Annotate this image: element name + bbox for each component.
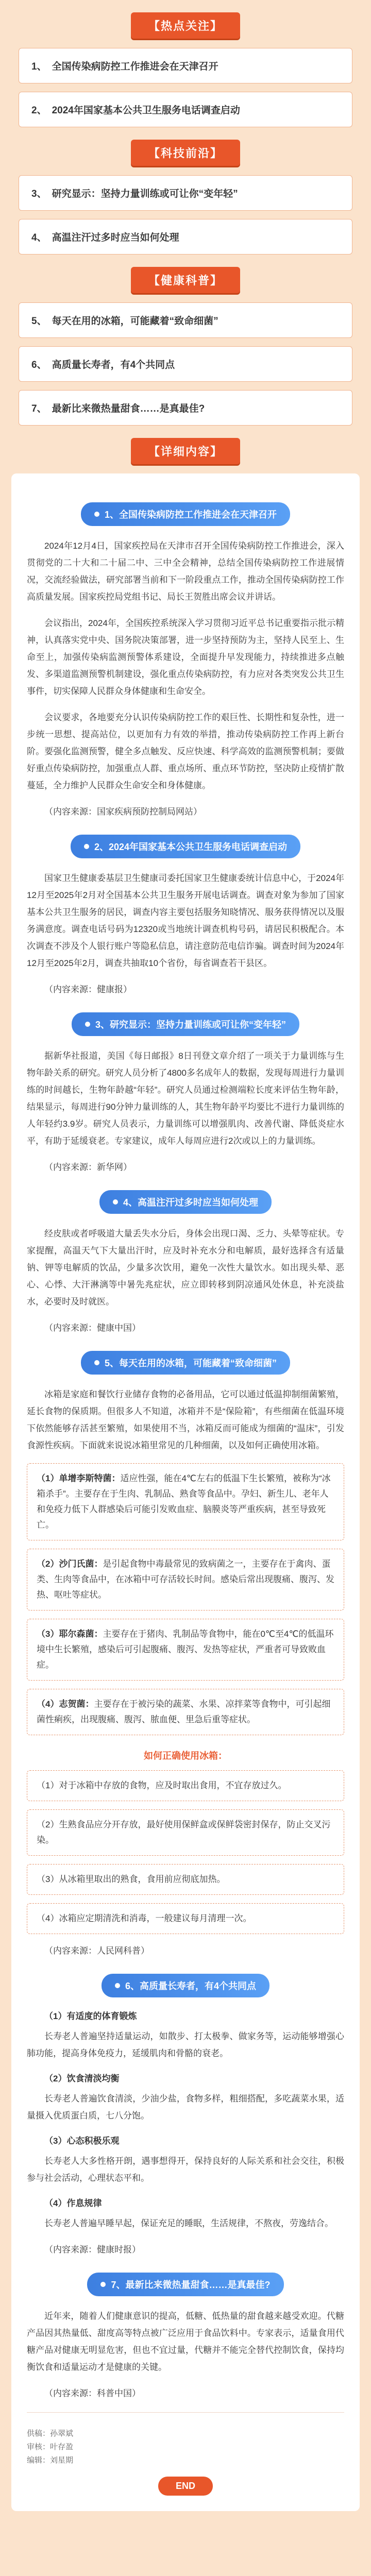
- health-science-list: [19, 302, 352, 426]
- paragraph: 长寿老人普遍早睡早起，保证充足的睡眠，生活规律，不熬夜，劳逸结合。: [44, 2218, 333, 2228]
- paragraph: 2024年12月4日，国家疾控局在天津市召开全国传染病防控工作推进会，深入贯彻党的二十大和二十届二中、三中全会精神，总结全国传染病防控工作进展情况，交流经验做法，研究部署当前和下一阶段重点工作，推动全国传染病防控工作高质量发展。国家疾控局党组书记、局长王贺胜出席会议并讲话。: [27, 541, 344, 602]
- item-number: 1、: [31, 61, 47, 72]
- section-title: 1、全国传染病防控工作推进会在天津召开: [104, 510, 277, 520]
- end-label: END: [175, 2481, 195, 2491]
- bacteria-item: [27, 1463, 344, 1540]
- section-banner: [27, 1974, 344, 1997]
- list-item[interactable]: [19, 219, 352, 255]
- list-item[interactable]: [19, 175, 352, 211]
- credit-author: 供稿：孙翠斌: [27, 2429, 74, 2438]
- paragraph: 长寿老人普遍坚持适量运动，如散步、打太极拳、做家务等，运动能够增强心肺功能，提高身体免疫力，延缓肌肉和骨骼的衰老。: [27, 2031, 344, 2058]
- item-number: 7、: [31, 403, 47, 414]
- divider: [27, 2412, 344, 2413]
- section-banner: [27, 1012, 344, 1036]
- list-item[interactable]: [19, 48, 352, 83]
- end-badge: [158, 2477, 213, 2496]
- bullet-dot-icon: [113, 1199, 118, 1205]
- bacteria-item: [27, 1549, 344, 1611]
- item-number: 5、: [31, 316, 47, 327]
- paragraph: 长寿老人普遍饮食清淡，少油少盐，食物多样，粗细搭配，多吃蔬菜水果，适量摄入优质蛋白质，七八分饱。: [27, 2094, 344, 2121]
- item-number: 3、: [31, 189, 47, 199]
- hot-focus-list: [19, 48, 352, 127]
- bacteria-desc: 适应性强，能在4℃左右的低温下生长繁殖，被称为“冰箱杀手”。主要存在于生肉、乳制品、熟食等食品中。孕妇、新生儿、老年人和免疫力低下人群感染后可能引发败血症、脑膜炎等严重疾病，甚至导致死亡。: [37, 1473, 331, 1530]
- source-note: （内容来源：新华网）: [44, 1162, 132, 1172]
- bacteria-name: （3）耶尔森菌：: [37, 1629, 103, 1639]
- section-banner: [27, 2273, 344, 2296]
- item-number: 6、: [31, 360, 47, 370]
- section-title: 5、每天在用的冰箱，可能藏着“致命细菌”: [104, 1358, 277, 1368]
- tech-front-tag: 【科技前沿】: [131, 140, 240, 166]
- tip-item: （4）冰箱应定期清洗和消毒，一般建议每月清理一次。: [27, 1903, 344, 1934]
- details-content-card: [11, 473, 360, 2511]
- item-number: 4、: [31, 232, 47, 243]
- details-tag: 【详细内容】: [131, 438, 240, 464]
- bullet-dot-icon: [85, 1022, 90, 1027]
- tips-heading: 如何正确使用冰箱：: [144, 1751, 227, 1761]
- item-title: 全国传染病防控工作推进会在天津召开: [52, 61, 218, 72]
- bullet-dot-icon: [84, 844, 89, 849]
- section-title: 4、高温注汗过多时应当如何处理: [123, 1197, 258, 1208]
- section-banner-bar: [87, 2273, 283, 2296]
- paragraph: 据新华社报道，美国《每日邮报》8日刊登文章介绍了一项关于力量训练与生物年龄关系的研究。研究人员分析了4800多名成年人的数据，发现每周进行力量训练的时间越长，生物年龄越“年轻”。研究人员通过检测端粒长度来评估生物年龄，结果显示，每周进行90分钟力量训练的人，其生物年龄平均要比不进行力量训练的人年轻约3.9岁。研究人员表示，力量训练可以增强肌肉、改善代谢、降低炎症水平，有助于延缓衰老。专家建议，成年人每周应进行2次或以上的力量训练。: [27, 1051, 344, 1146]
- bacteria-item: [27, 1689, 344, 1735]
- bullet-dot-icon: [100, 2282, 106, 2287]
- section-banner: [27, 1190, 344, 1214]
- paragraph: 经皮肤或者呼吸道大量丢失水分后，身体会出现口渴、乏力、头晕等症状。专家提醒，高温天气下大量出汗时，应及时补充水分和电解质，最好选择含有适量钠、钾等电解质的饮品，少量多次饮用，避免一次性大量饮水。如出现头晕、恶心、心悸、大汗淋漓等中暑先兆症状，应立即转移到阴凉通风处休息，补充淡盐水，必要时及时就医。: [27, 1229, 344, 1307]
- bacteria-name: （1）单增李斯特菌：: [37, 1473, 121, 1483]
- end-wrap: [27, 2477, 344, 2496]
- source-note: （内容来源：健康报）: [44, 985, 132, 994]
- section-banner: [27, 835, 344, 858]
- point-heading: （2）饮食清淡均衡: [44, 2074, 120, 2083]
- section-title: 6、高质量长寿者，有4个共同点: [125, 1981, 257, 1991]
- item-title: 高质量长寿者，有4个共同点: [52, 360, 175, 370]
- section-banner-bar: [102, 1974, 269, 1997]
- section-title: 7、最新比来微热量甜食……是真最佳?: [111, 2280, 271, 2290]
- source-note: （内容来源：健康中国）: [44, 1323, 141, 1333]
- section-title: 2、2024年国家基本公共卫生服务电话调查启动: [94, 842, 288, 852]
- hot-focus-tag: 【热点关注】: [131, 12, 240, 39]
- section-banner-bar: [71, 835, 300, 858]
- point-heading: （1）有适度的体育锻炼: [44, 2011, 137, 2021]
- item-title: 最新比来微热量甜食……是真最佳?: [52, 403, 205, 414]
- credits: [27, 2427, 344, 2467]
- credit-reviewer: 审核：叶存盈: [27, 2443, 74, 2451]
- section-banner: [27, 1351, 344, 1375]
- point-heading: （4）作息规律: [44, 2198, 102, 2208]
- paragraph: 会议指出，2024年，全国疾控系统深入学习贯彻习近平总书记重要指示批示精神，认真落实党中央、国务院决策部署，进一步坚持预防为主，坚持人民至上、生命至上，加强传染病监测预警体系建设，全面提升早发现能力，持续推进多点触发、多渠道监测预警机制建设，强化重点传染病防控，有力应对各类突发公共卫生事件，切实保障人民群众身体健康和生命安全。: [27, 618, 344, 696]
- paragraph: 冰箱是家庭和餐饮行业储存食物的必备用品，它可以通过低温抑制细菌繁殖，延长食物的保质期。但很多人不知道，冰箱并不是“保险箱”，有些细菌在低温环境下依然能够存活甚至繁殖，如果使用不当，冰箱反而可能成为细菌的“温床”，引发食源性疾病。下面就来说说冰箱里常见的几种细菌，以及如何正确使用冰箱。: [27, 1389, 344, 1450]
- bacteria-name: （2）沙门氏菌：: [37, 1559, 103, 1569]
- bacteria-desc: 主要存在于被污染的蔬菜、水果、凉拌菜等食物中，可引起细菌性痢疾，出现腹痛、腹泻、脓血便、里急后重等症状。: [37, 1699, 331, 1724]
- list-item[interactable]: [19, 346, 352, 382]
- paragraph: 会议要求，各地要充分认识传染病防控工作的艰巨性、长期性和复杂性，进一步统一思想、提高站位，以更加有力有效的举措，推动传染病防控工作再上新台阶。要强化监测预警，健全多点触发、反应快速、科学高效的监测预警机制；要做好重点传染病防控，加强重点人群、重点场所、重点环节防控，坚决防止疫情扩散蔓延，全力维护人民群众生命安全和身体健康。: [27, 713, 344, 790]
- section-banner-bar: [72, 1012, 299, 1036]
- paragraph: 国家卫生健康委基层卫生健康司委托国家卫生健康委统计信息中心，于2024年12月至2025年2月对全国基本公共卫生服务开展电话调查。调查对象为参加了国家基本公共卫生服务的居民，调查内容主要包括服务知晓情况、服务获得情况以及服务满意度。调查电话号码为12320或当地统计调查机构号码，请居民积极配合。本次调查不涉及个人银行账户等隐私信息，请注意防范电信诈骗。调查时间为2024年12月至2025年2月，调查共抽取10个省份，每省调查若干县区。: [27, 873, 344, 968]
- bullet-dot-icon: [94, 1360, 99, 1365]
- bacteria-desc: 主要存在于猪肉、乳制品等食物中，能在0℃至4℃的低温环境中生长繁殖，感染后可引起腹痛、腹泻、发热等症状，严重者可导致败血症。: [37, 1629, 334, 1670]
- list-item[interactable]: [19, 390, 352, 426]
- tip-item: （1）对于冰箱中存放的食物，应及时取出食用，不宜存放过久。: [27, 1770, 344, 1801]
- bacteria-item: [27, 1619, 344, 1681]
- tech-front-tag-wrap: [0, 140, 371, 166]
- item-title: 高温注汗过多时应当如何处理: [52, 232, 179, 243]
- section-banner-bar: [81, 1351, 290, 1375]
- source-note: （内容来源：人民网科普）: [44, 1946, 149, 1956]
- list-item[interactable]: [19, 92, 352, 127]
- bullet-dot-icon: [115, 1983, 120, 1988]
- bullet-dot-icon: [94, 512, 99, 517]
- section-banner-bar: [99, 1190, 272, 1214]
- item-title: 2024年国家基本公共卫生服务电话调查启动: [52, 105, 240, 116]
- source-note: （内容来源：科普中国）: [44, 2388, 141, 2398]
- item-title: 每天在用的冰箱，可能藏着“致命细菌”: [52, 316, 218, 327]
- hot-focus-tag-wrap: [0, 12, 371, 39]
- health-science-tag: 【健康科普】: [131, 267, 240, 293]
- item-number: 2、: [31, 105, 47, 116]
- source-note: （内容来源：国家疾病预防控制局网站）: [44, 807, 202, 817]
- list-item[interactable]: [19, 302, 352, 338]
- tip-item: （3）从冰箱里取出的熟食，食用前应彻底加热。: [27, 1864, 344, 1895]
- bacteria-name: （4）志贺菌：: [37, 1699, 94, 1709]
- details-tag-wrap: [0, 438, 371, 464]
- item-title: 研究显示：坚持力量训练或可让你“变年轻”: [52, 189, 238, 199]
- tip-item: （2）生熟食品应分开存放，最好使用保鲜盒或保鲜袋密封保存，防止交叉污染。: [27, 1809, 344, 1856]
- section-banner-bar: [81, 502, 290, 526]
- section-title: 3、研究显示：坚持力量训练或可让你“变年轻”: [95, 1020, 286, 1030]
- section-banner: [27, 502, 344, 526]
- point-heading: （3）心态积极乐观: [44, 2136, 120, 2146]
- source-note: （内容来源：健康时报）: [44, 2245, 141, 2255]
- credit-editor: 编辑：刘星期: [27, 2456, 74, 2465]
- paragraph: 近年来，随着人们健康意识的提高，低糖、低热量的甜食越来越受欢迎。代糖产品因其热量低、甜度高等特点被广泛应用于食品饮料中。专家表示，适量食用代糖产品对健康无明显危害，但也不宜过量，代糖并不能完全替代控制饮食，保持均衡饮食和适量运动才是健康的关键。: [27, 2311, 344, 2372]
- health-science-tag-wrap: [0, 267, 371, 293]
- paragraph: 长寿老人大多性格开朗，遇事想得开，保持良好的人际关系和社会交往，积极参与社会活动，心理状态平和。: [27, 2156, 344, 2183]
- bacteria-desc: 是引起食物中毒最常见的致病菌之一，主要存在于禽肉、蛋类、生肉等食品中，在冰箱中可存活较长时间。感染后常出现腹痛、腹泻、发热、呕吐等症状。: [37, 1559, 334, 1600]
- tech-front-list: [19, 175, 352, 255]
